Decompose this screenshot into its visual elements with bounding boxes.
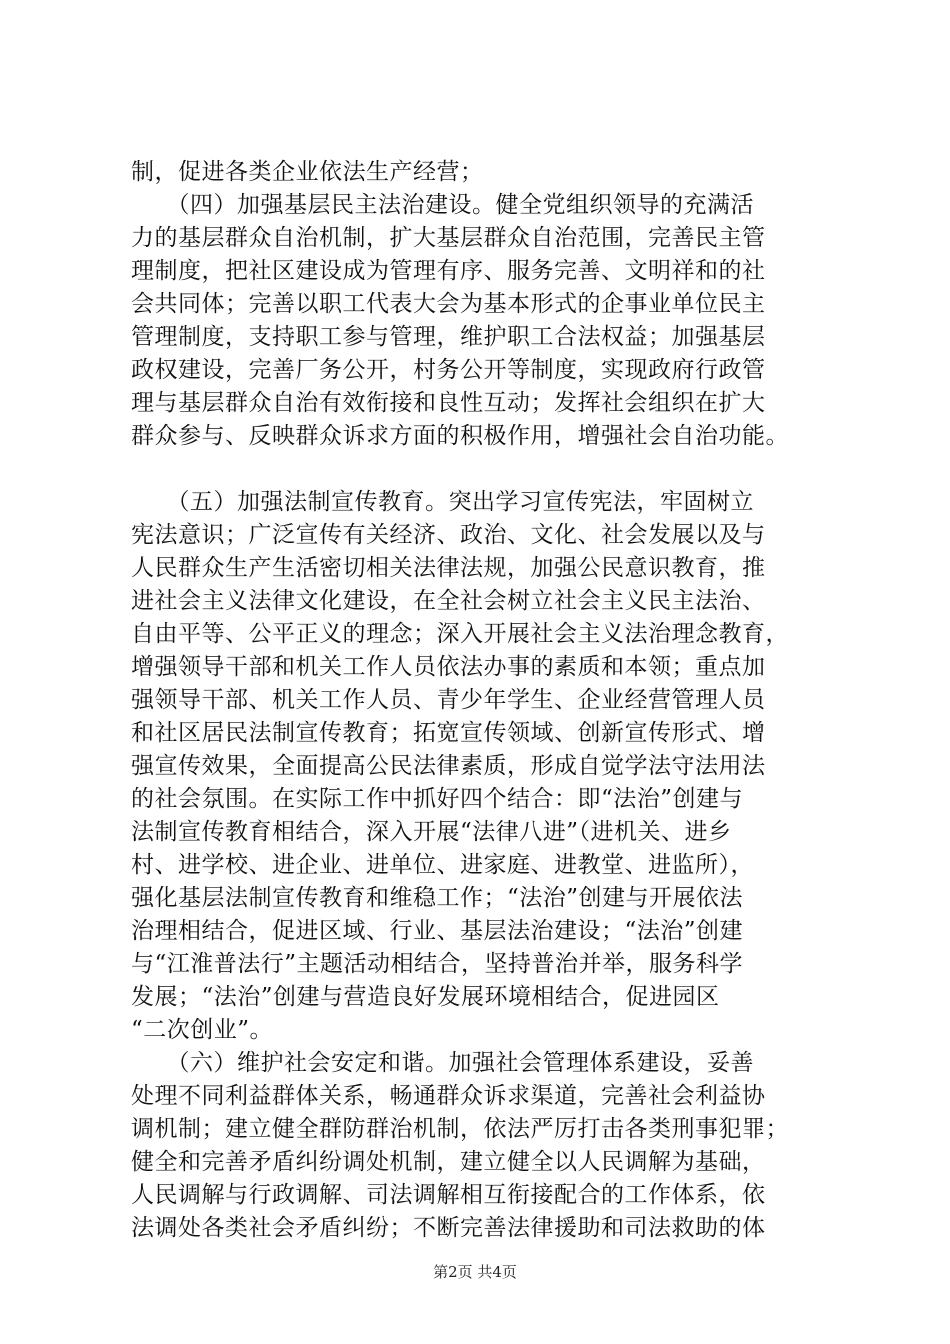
text-line: 人民调解与行政调解、司法调解相互衔接配合的工作体系，依 (131, 1182, 766, 1208)
paragraph-gap (131, 453, 831, 486)
text-line: 调机制；建立健全群防群治机制，依法严厉打击各类刑事犯罪； (131, 1116, 789, 1142)
text-line: 强领导干部、机关工作人员、青少年学生、企业经营管理人员 (131, 687, 766, 713)
paragraph-4-start: （四）加强基层民主法治建设。健全党组织领导的充满活 (131, 192, 754, 218)
page-footer (0, 1262, 950, 1282)
text-line: 政权建设，完善厂务公开，村务公开等制度，实现政府行政管 (131, 357, 766, 383)
paragraph-5-start: （五）加强法制宣传教育。突出学习宣传宪法，牢固树立 (131, 489, 754, 515)
text-line: 力的基层群众自治机制，扩大基层群众自治范围，完善民主管 (131, 225, 766, 251)
text-line: 处理不同利益群体关系，畅通群众诉求渠道，完善社会利益协 (131, 1083, 766, 1109)
text-line: 法制宣传教育相结合，深入开展“法律八进”（进机关、进乡 (131, 819, 732, 845)
text-line: 群众参与、反映群众诉求方面的积极作用，增强社会自治功能。 (131, 423, 789, 449)
text-line: 管理制度，支持职工参与管理，维护职工合法权益；加强基层 (131, 324, 766, 350)
text-line: 会共同体；完善以职工代表大会为基本形式的企事业单位民主 (131, 291, 766, 317)
text-line: 健全和完善矛盾纠纷调处机制，建立健全以人民调解为基础， (131, 1149, 766, 1175)
text-line: 人民群众生产生活密切相关法律法规，加强公民意识教育，推 (131, 555, 766, 581)
text-line: 法调处各类社会矛盾纠纷；不断完善法律援助和司法救助的体 (131, 1215, 766, 1241)
document-body (131, 156, 831, 1245)
text-line: 进社会主义法律文化建设，在全社会树立社会主义民主法治、 (131, 588, 766, 614)
paragraph-6-start: （六）维护社会安定和谐。加强社会管理体系建设，妥善 (131, 1050, 754, 1076)
text-line: 宪法意识；广泛宣传有关经济、政治、文化、社会发展以及与 (131, 522, 766, 548)
text-line: 自由平等、公平正义的理念；深入开展社会主义法治理念教育， (131, 621, 789, 647)
text-line: 和社区居民法制宣传教育；拓宽宣传领域、创新宣传形式、增 (131, 720, 766, 746)
text-line: “二次创业”。 (131, 1017, 274, 1043)
text-line: 强宣传效果，全面提高公民法律素质，形成自觉学法守法用法 (131, 753, 766, 779)
page-number-label: 第2页 共4页 (433, 1263, 517, 1281)
text-line: 理与基层群众自治有效衔接和良性互动；发挥社会组织在扩大 (131, 390, 766, 416)
text-line: 发展；“法治”创建与营造良好发展环境相结合，促进园区 (131, 984, 720, 1010)
text-line: 强化基层法制宣传教育和维稳工作；“法治”创建与开展依法 (131, 885, 744, 911)
text-line: 治理相结合，促进区域、行业、基层法治建设；“法治”创建 (131, 918, 744, 944)
text-line: 村、进学校、进企业、进单位、进家庭、进教堂、进监所）， (131, 852, 754, 878)
text-line: 理制度，把社区建设成为管理有序、服务完善、文明祥和的社 (131, 258, 766, 284)
text-line: 的社会氛围。在实际工作中抓好四个结合：即“法治”创建与 (131, 786, 744, 812)
text-line: 与“江淮普法行”主题活动相结合，坚持普治并举，服务科学 (131, 951, 744, 977)
text-line: 制，促进各类企业依法生产经营； (131, 159, 484, 185)
text-line: 增强领导干部和机关工作人员依法办事的素质和本领；重点加 (131, 654, 766, 680)
